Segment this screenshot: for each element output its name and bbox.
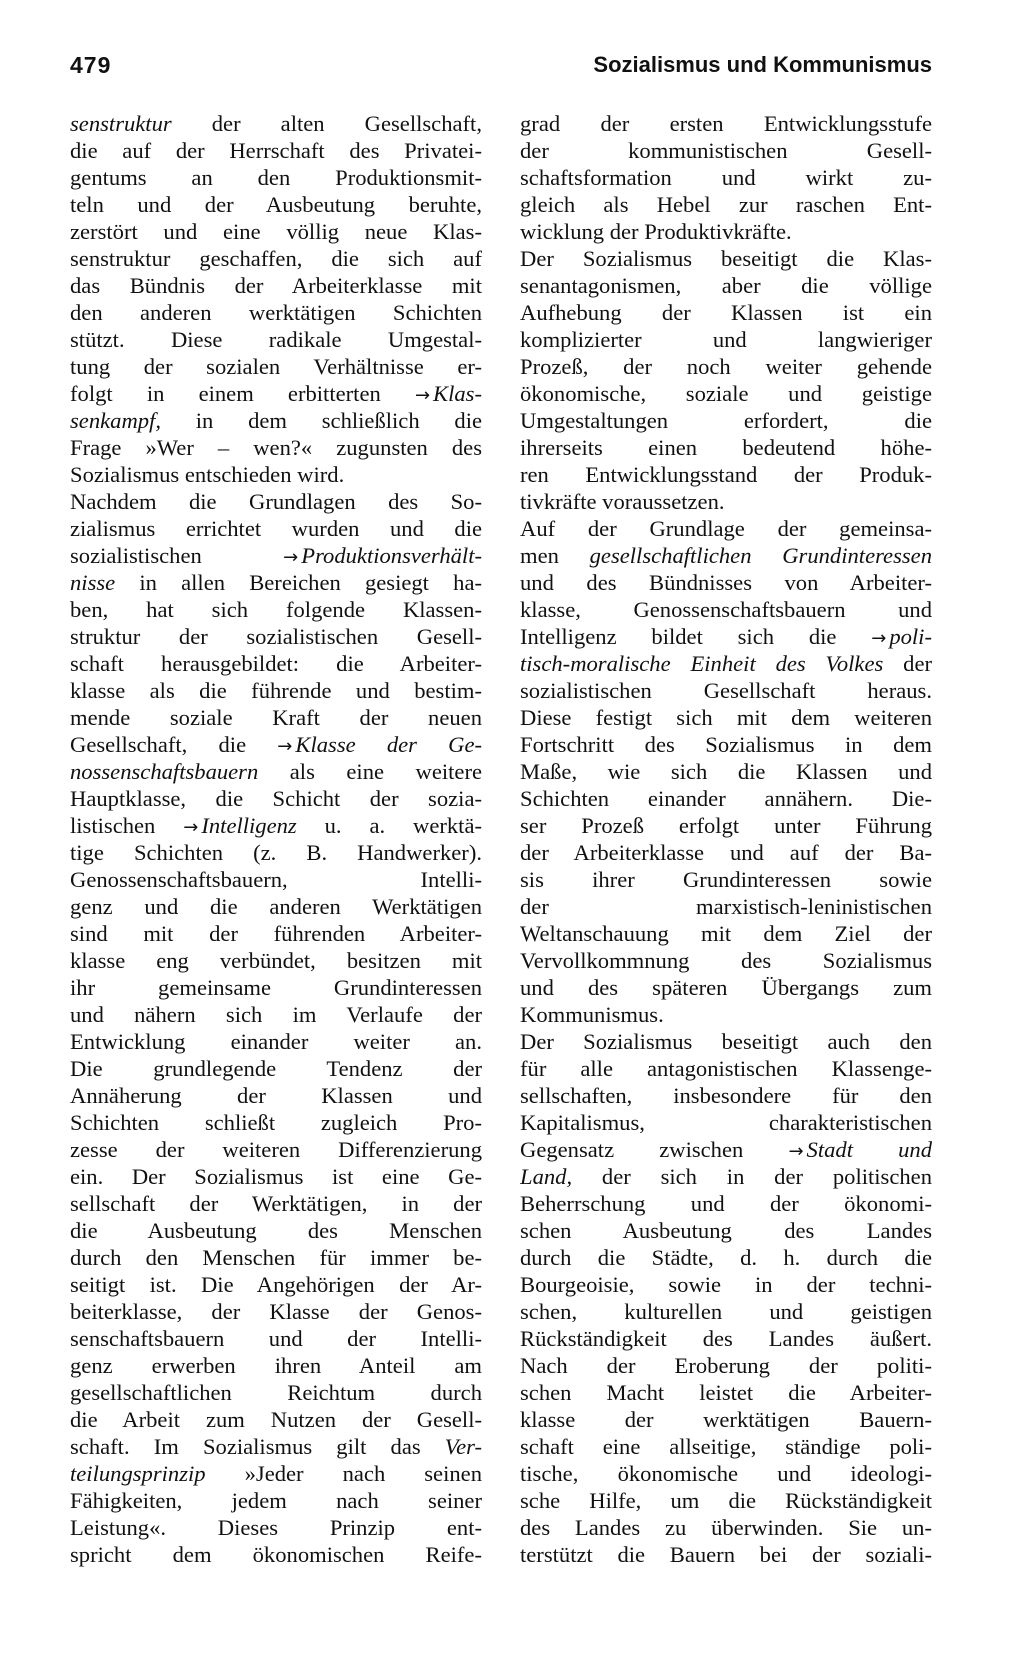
page-header bbox=[70, 52, 932, 92]
text-run: der marxistisch-leninistischen bbox=[520, 894, 932, 919]
text-line bbox=[520, 1298, 932, 1325]
text-run: Hauptklasse, die Schicht der sozia- bbox=[70, 786, 482, 811]
text-line bbox=[70, 1271, 482, 1298]
text-run: grad der ersten Entwicklungsstufe bbox=[520, 111, 932, 136]
text-run: Sozialismus entschieden wird. bbox=[70, 462, 345, 487]
text-line bbox=[520, 1541, 932, 1568]
text-line bbox=[70, 1163, 482, 1190]
text-column-right bbox=[520, 110, 932, 1590]
text-run: Beherrschung und der ökonomi- bbox=[520, 1191, 932, 1216]
text-line bbox=[70, 434, 482, 461]
cross-reference-arrow-icon: → bbox=[788, 1141, 804, 1162]
text-run: ben, hat sich folgende Klassen- bbox=[70, 597, 482, 622]
text-run: teln und der Ausbeutung beruhte, bbox=[70, 192, 482, 217]
text-line bbox=[520, 299, 932, 326]
text-line bbox=[70, 1379, 482, 1406]
cross-reference-arrow-icon: → bbox=[277, 736, 293, 757]
text-line bbox=[520, 542, 932, 569]
text-run: genz und die anderen Werktätigen bbox=[70, 894, 482, 919]
text-line bbox=[70, 839, 482, 866]
text-line bbox=[520, 1217, 932, 1244]
cross-reference-term: Stadt und bbox=[806, 1137, 932, 1162]
text-run: sind mit der führenden Arbeiter- bbox=[70, 921, 482, 946]
text-line bbox=[70, 191, 482, 218]
text-run: klasse der werktätigen Bauern- bbox=[520, 1407, 932, 1432]
text-run: folgt in einem erbitterten bbox=[70, 381, 415, 406]
text-run: senantagonismen, aber die völlige bbox=[520, 273, 932, 298]
text-run: Schichten einander annähern. Die- bbox=[520, 786, 932, 811]
text-line bbox=[520, 893, 932, 920]
text-line bbox=[70, 758, 482, 785]
text-line bbox=[520, 704, 932, 731]
text-line bbox=[520, 1001, 932, 1028]
text-line bbox=[70, 1055, 482, 1082]
text-run: zialismus errichtet wurden und die bbox=[70, 516, 482, 541]
text-run: Annäherung der Klassen und bbox=[70, 1083, 482, 1108]
text-run: des Landes zu überwinden. Sie un- bbox=[520, 1515, 932, 1540]
cross-reference-term: Produktionsverhält- bbox=[301, 543, 482, 568]
text-line bbox=[70, 812, 482, 839]
text-line bbox=[520, 677, 932, 704]
text-line bbox=[70, 218, 482, 245]
text-run: schen Macht leistet die Arbeiter- bbox=[520, 1380, 932, 1405]
text-line bbox=[70, 407, 482, 434]
text-line bbox=[520, 1028, 932, 1055]
text-run: Kapitalismus, charakteristischen bbox=[520, 1110, 932, 1135]
text-run: klasse, Genossenschaftsbauern und bbox=[520, 597, 932, 622]
text-line bbox=[520, 380, 932, 407]
text-line bbox=[520, 326, 932, 353]
text-run: gentums an den Produktionsmit- bbox=[70, 165, 482, 190]
text-run: durch den Menschen für immer be- bbox=[70, 1245, 482, 1270]
text-run: Genossenschaftsbauern, Intelli- bbox=[70, 867, 482, 892]
text-line bbox=[520, 1136, 932, 1163]
text-line bbox=[70, 1244, 482, 1271]
text-line bbox=[70, 1217, 482, 1244]
text-run: Weltanschauung mit dem Ziel der bbox=[520, 921, 932, 946]
text-run: Maße, wie sich die Klassen und bbox=[520, 759, 932, 784]
text-run: der Arbeiterklasse und auf der Ba- bbox=[520, 840, 932, 865]
text-run: Gesellschaft, die bbox=[70, 732, 278, 757]
cross-reference-term: gesellschaftlichen Grundinteressen bbox=[589, 543, 932, 568]
text-run: seitigt ist. Die Angehörigen der Ar- bbox=[70, 1272, 482, 1297]
text-run: schaft herausgebildet: die Arbeiter- bbox=[70, 651, 482, 676]
text-line bbox=[70, 1352, 482, 1379]
text-line bbox=[520, 137, 932, 164]
text-column-left bbox=[70, 110, 482, 1590]
text-run: ren Entwicklungsstand der Produk- bbox=[520, 462, 932, 487]
text-line bbox=[520, 569, 932, 596]
text-line bbox=[70, 515, 482, 542]
text-run: men bbox=[520, 543, 590, 568]
text-run: in dem schließlich die bbox=[160, 408, 482, 433]
text-line bbox=[520, 353, 932, 380]
text-line bbox=[520, 623, 932, 650]
text-line bbox=[70, 299, 482, 326]
text-run: Nach der Eroberung der politi- bbox=[520, 1353, 932, 1378]
text-line bbox=[70, 1190, 482, 1217]
text-line bbox=[70, 380, 482, 407]
text-run: terstützt die Bauern bei der soziali- bbox=[520, 1542, 932, 1567]
text-line bbox=[520, 731, 932, 758]
text-run: stützt. Diese radikale Umgestal- bbox=[70, 327, 482, 352]
text-line bbox=[70, 1325, 482, 1352]
text-line bbox=[70, 569, 482, 596]
text-run: Frage »Wer – wen?« zugunsten des bbox=[70, 435, 482, 460]
text-line bbox=[70, 785, 482, 812]
running-title: Sozialismus und Kommunismus bbox=[593, 52, 932, 77]
text-line bbox=[520, 650, 932, 677]
text-line bbox=[70, 1460, 482, 1487]
text-line bbox=[520, 461, 932, 488]
text-line bbox=[520, 758, 932, 785]
text-run: sis ihrer Grundinteressen sowie bbox=[520, 867, 932, 892]
text-line bbox=[70, 1487, 482, 1514]
text-line bbox=[520, 974, 932, 1001]
text-line bbox=[520, 191, 932, 218]
text-run: Prozeß, der noch weiter gehende bbox=[520, 354, 932, 379]
text-run: für alle antagonistischen Klassenge- bbox=[520, 1056, 932, 1081]
text-line bbox=[520, 488, 932, 515]
text-line bbox=[520, 1406, 932, 1433]
text-line bbox=[70, 731, 482, 758]
text-line bbox=[70, 542, 482, 569]
text-run: gesellschaftlichen Reichtum durch bbox=[70, 1380, 482, 1405]
text-run: das Bündnis der Arbeiterklasse mit bbox=[70, 273, 482, 298]
text-run: ser Prozeß erfolgt unter Führung bbox=[520, 813, 932, 838]
text-run: zesse der weiteren Differenzierung bbox=[70, 1137, 482, 1162]
text-run: ökonomische, soziale und geistige bbox=[520, 381, 932, 406]
text-line bbox=[520, 1244, 932, 1271]
cross-reference-term: teilungsprinzip bbox=[70, 1461, 206, 1486]
text-line bbox=[520, 1163, 932, 1190]
text-line bbox=[70, 650, 482, 677]
text-line bbox=[70, 1406, 482, 1433]
text-line bbox=[520, 110, 932, 137]
text-run: Diese festigt sich mit dem weiteren bbox=[520, 705, 932, 730]
text-run: Nachdem die Grundlagen des So- bbox=[70, 489, 482, 514]
text-run: komplizierter und langwieriger bbox=[520, 327, 932, 352]
text-run: wicklung der Produktivkräfte. bbox=[520, 219, 792, 244]
cross-reference-term: nisse bbox=[70, 570, 116, 595]
text-run: die Ausbeutung des Menschen bbox=[70, 1218, 482, 1243]
text-line bbox=[520, 218, 932, 245]
text-run: und nähern sich im Verlaufe der bbox=[70, 1002, 482, 1027]
text-run: Kommunismus. bbox=[520, 1002, 664, 1027]
text-run: senstruktur geschaffen, die sich auf bbox=[70, 246, 482, 271]
text-run: Aufhebung der Klassen ist ein bbox=[520, 300, 932, 325]
text-run: sozialistischen bbox=[70, 543, 284, 568]
text-run: sozialistischen Gesellschaft heraus. bbox=[520, 678, 932, 703]
text-line bbox=[520, 596, 932, 623]
text-line bbox=[70, 866, 482, 893]
text-line bbox=[70, 353, 482, 380]
text-line bbox=[70, 623, 482, 650]
text-line bbox=[70, 1541, 482, 1568]
text-run: sche Hilfe, um die Rückständigkeit bbox=[520, 1488, 932, 1513]
text-line bbox=[520, 1487, 932, 1514]
text-run: Entwicklung einander weiter an. bbox=[70, 1029, 482, 1054]
cross-reference-arrow-icon: → bbox=[283, 547, 299, 568]
text-run: listischen bbox=[70, 813, 184, 838]
cross-reference-term: senkampf, bbox=[70, 408, 161, 433]
text-run: »Jeder nach seinen bbox=[205, 1461, 482, 1486]
text-line bbox=[520, 866, 932, 893]
cross-reference-term: nossenschaftsbauern bbox=[70, 759, 259, 784]
text-run: Der Sozialismus beseitigt die Klas- bbox=[520, 246, 932, 271]
text-line bbox=[520, 839, 932, 866]
cross-reference-term: Klas- bbox=[433, 381, 482, 406]
text-line bbox=[520, 1109, 932, 1136]
text-run: ihr gemeinsame Grundinteressen bbox=[70, 975, 482, 1000]
text-line bbox=[70, 1001, 482, 1028]
cross-reference-term: tisch-moralische Einheit des Volkes bbox=[520, 651, 884, 676]
text-run: tige Schichten (z. B. Handwerker). bbox=[70, 840, 482, 865]
text-run: tung der sozialen Verhältnisse er- bbox=[70, 354, 482, 379]
text-line bbox=[520, 1514, 932, 1541]
text-run: schaftsformation und wirkt zu- bbox=[520, 165, 932, 190]
text-line bbox=[520, 515, 932, 542]
text-run: und des Bündnisses von Arbeiter- bbox=[520, 570, 932, 595]
text-run: senschaftsbauern und der Intelli- bbox=[70, 1326, 482, 1351]
text-run: Leistung«. Dieses Prinzip ent- bbox=[70, 1515, 482, 1540]
text-line bbox=[520, 245, 932, 272]
text-run: gleich als Hebel zur raschen Ent- bbox=[520, 192, 932, 217]
text-run: struktur der sozialistischen Gesell- bbox=[70, 624, 482, 649]
text-run: als eine weitere bbox=[258, 759, 482, 784]
text-run: ihrerseits einen bedeutend höhe- bbox=[520, 435, 932, 460]
cross-reference-arrow-icon: → bbox=[183, 817, 199, 838]
text-line bbox=[520, 1325, 932, 1352]
cross-reference-arrow-icon: → bbox=[414, 385, 431, 406]
text-line bbox=[520, 1460, 932, 1487]
text-line bbox=[520, 812, 932, 839]
text-run: zerstört und eine völlig neue Klas- bbox=[70, 219, 482, 244]
text-line bbox=[520, 947, 932, 974]
text-run: tische, ökonomische und ideologi- bbox=[520, 1461, 932, 1486]
cross-reference-term: poli- bbox=[889, 624, 932, 649]
text-line bbox=[70, 1298, 482, 1325]
text-run: Intelligenz bildet sich die bbox=[520, 624, 872, 649]
text-run: ein. Der Sozialismus ist eine Ge- bbox=[70, 1164, 482, 1189]
text-run: der kommunistischen Gesell- bbox=[520, 138, 932, 163]
text-line bbox=[520, 1271, 932, 1298]
text-line bbox=[70, 110, 482, 137]
text-run: Umgestaltungen erfordert, die bbox=[520, 408, 932, 433]
cross-reference-term: Intelligenz bbox=[201, 813, 297, 838]
text-line bbox=[70, 1514, 482, 1541]
text-run: Gegensatz zwischen bbox=[520, 1137, 789, 1162]
text-line bbox=[520, 164, 932, 191]
text-run: Der Sozialismus beseitigt auch den bbox=[520, 1029, 932, 1054]
text-line bbox=[70, 677, 482, 704]
text-line bbox=[520, 1055, 932, 1082]
text-line bbox=[70, 974, 482, 1001]
text-run: der bbox=[883, 651, 932, 676]
text-line bbox=[70, 326, 482, 353]
text-run: schen, kulturellen und geistigen bbox=[520, 1299, 932, 1324]
text-line bbox=[70, 1082, 482, 1109]
text-run: Die grundlegende Tendenz der bbox=[70, 1056, 482, 1081]
text-run: beiterklasse, der Klasse der Genos- bbox=[70, 1299, 482, 1324]
text-run: der alten Gesellschaft, bbox=[171, 111, 482, 136]
text-run: die auf der Herrschaft des Privatei- bbox=[70, 138, 482, 163]
text-line bbox=[70, 920, 482, 947]
text-run: mende soziale Kraft der neuen bbox=[70, 705, 482, 730]
text-line bbox=[70, 1136, 482, 1163]
text-line bbox=[70, 245, 482, 272]
text-line bbox=[70, 596, 482, 623]
text-run: schaft. Im Sozialismus gilt das bbox=[70, 1434, 445, 1459]
text-line bbox=[520, 272, 932, 299]
cross-reference-term: Ver- bbox=[444, 1434, 482, 1459]
text-run: Rückständigkeit des Landes äußert. bbox=[520, 1326, 932, 1351]
text-line bbox=[70, 704, 482, 731]
text-run: den anderen werktätigen Schichten bbox=[70, 300, 482, 325]
text-line bbox=[70, 488, 482, 515]
text-line bbox=[520, 1433, 932, 1460]
text-line bbox=[70, 947, 482, 974]
text-run: sellschaften, insbesondere für den bbox=[520, 1083, 932, 1108]
text-run: genz erwerben ihren Anteil am bbox=[70, 1353, 482, 1378]
text-run: die Arbeit zum Nutzen der Gesell- bbox=[70, 1407, 482, 1432]
text-line bbox=[520, 1190, 932, 1217]
cross-reference-term: Land, bbox=[520, 1164, 573, 1189]
text-line bbox=[520, 1352, 932, 1379]
page-number: 479 bbox=[70, 52, 112, 78]
cross-reference-term: Klasse der Ge- bbox=[295, 732, 482, 757]
text-run: u. a. werktä- bbox=[296, 813, 482, 838]
text-run: und des späteren Übergangs zum bbox=[520, 975, 932, 1000]
text-line bbox=[520, 785, 932, 812]
text-run: Fortschritt des Sozialismus in dem bbox=[520, 732, 932, 757]
text-line bbox=[70, 272, 482, 299]
text-line bbox=[520, 1379, 932, 1406]
text-run: sellschaft der Werktätigen, in der bbox=[70, 1191, 482, 1216]
text-run: Vervollkommnung des Sozialismus bbox=[520, 948, 932, 973]
text-run: Schichten schließt zugleich Pro- bbox=[70, 1110, 482, 1135]
text-run: tivkräfte voraussetzen. bbox=[520, 489, 725, 514]
text-line bbox=[520, 434, 932, 461]
text-run: klasse als die führende und bestim- bbox=[70, 678, 482, 703]
text-run: in allen Bereichen gesiegt ha- bbox=[115, 570, 482, 595]
cross-reference-term: senstruktur bbox=[70, 111, 172, 136]
cross-reference-arrow-icon: → bbox=[871, 628, 887, 649]
text-line bbox=[520, 920, 932, 947]
text-line bbox=[70, 461, 482, 488]
text-line bbox=[70, 1028, 482, 1055]
text-run: klasse eng verbündet, besitzen mit bbox=[70, 948, 482, 973]
text-line bbox=[70, 137, 482, 164]
text-line bbox=[70, 164, 482, 191]
text-run: Auf der Grundlage der gemeinsa- bbox=[520, 516, 932, 541]
text-run: Fähigkeiten, jedem nach seiner bbox=[70, 1488, 482, 1513]
text-run: durch die Städte, d. h. durch die bbox=[520, 1245, 932, 1270]
text-line bbox=[70, 1109, 482, 1136]
text-run: der sich in der politischen bbox=[572, 1164, 932, 1189]
text-run: spricht dem ökonomischen Reife- bbox=[70, 1542, 482, 1567]
text-run: schaft eine allseitige, ständige poli- bbox=[520, 1434, 932, 1459]
text-run: schen Ausbeutung des Landes bbox=[520, 1218, 932, 1243]
text-line bbox=[70, 1433, 482, 1460]
text-line bbox=[520, 1082, 932, 1109]
text-run: Bourgeoisie, sowie in der techni- bbox=[520, 1272, 932, 1297]
text-line bbox=[520, 407, 932, 434]
text-line bbox=[70, 893, 482, 920]
